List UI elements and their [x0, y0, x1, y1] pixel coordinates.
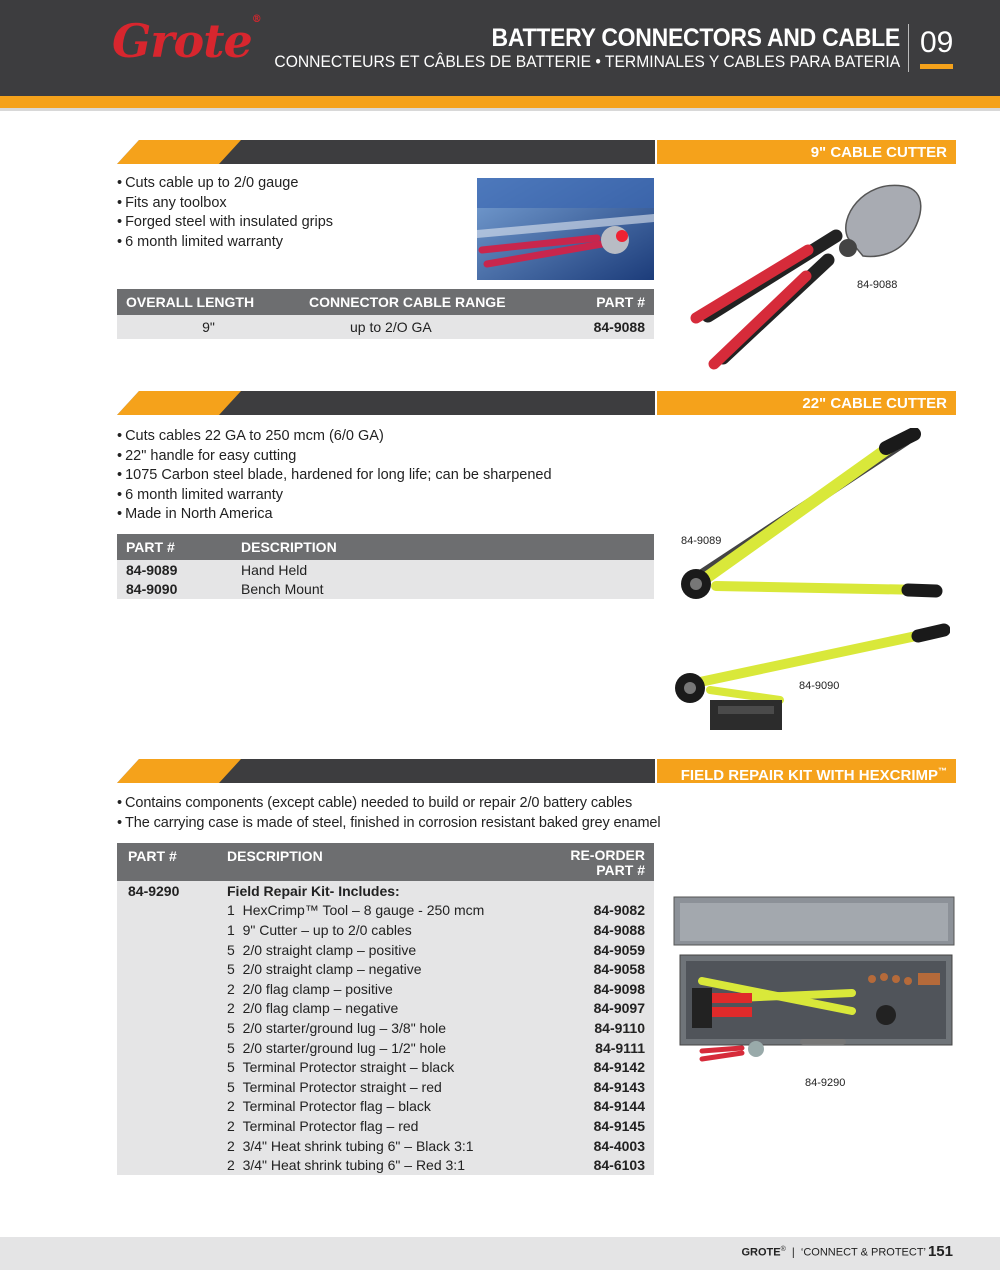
cutter22-handheld-image [676, 428, 951, 608]
item-quantity: 2 [227, 1117, 235, 1134]
table-row [117, 1077, 654, 1097]
header-reorder: RE-ORDER PART # [554, 843, 654, 881]
item-reorder-part: 84-9111 [554, 1038, 654, 1058]
table-row [117, 1097, 654, 1117]
item-description: Terminal Protector flag – red [242, 1117, 419, 1134]
item-quantity: 5 [227, 1078, 235, 1095]
list-item: • Contains components (except cable) needed to build or repair 2/0 battery cables [117, 794, 661, 814]
image-part-label: 84-9290 [805, 1077, 846, 1089]
section-label-cutter9: 9" CABLE CUTTER [657, 140, 956, 164]
item-quantity: 5 [227, 941, 235, 958]
kit-features [117, 794, 661, 833]
header-overall-length: OVERALL LENGTH [117, 289, 300, 315]
table-row: 84-9089 Hand Held [117, 560, 654, 580]
list-item: • Fits any toolbox [117, 194, 333, 214]
list-item: • 1075 Carbon steel blade, hardened for long life; can be sharpened [117, 466, 552, 486]
cutter9-image [688, 178, 958, 370]
table-row [117, 1116, 654, 1136]
list-item: • Cuts cables 22 GA to 250 mcm (6/0 GA) [117, 427, 552, 447]
item-description: 2/0 flag clamp – negative [242, 1000, 399, 1017]
item-quantity: 2 [227, 1137, 235, 1154]
item-reorder-part: 84-4003 [554, 1136, 654, 1156]
item-quantity: 5 [227, 1039, 235, 1056]
list-item: • 6 month limited warranty [117, 233, 333, 253]
item-reorder-part: 84-9145 [554, 1116, 654, 1136]
item-description: 2/0 straight clamp – negative [242, 961, 422, 978]
item-reorder-part: 84-9097 [554, 999, 654, 1019]
item-reorder-part: 84-9143 [554, 1077, 654, 1097]
item-quantity: 2 [227, 1098, 235, 1115]
cutter22-features [117, 427, 552, 525]
table-row [117, 1018, 654, 1038]
cutter9-usage-photo [477, 178, 654, 280]
header-divider [908, 24, 909, 72]
table-row [117, 1057, 654, 1077]
item-description: 9" Cutter – up to 2/0 cables [242, 921, 412, 938]
chapter-underline [920, 64, 953, 69]
cutter22-benchmount-image [670, 620, 950, 738]
item-reorder-part: 84-9110 [554, 1018, 654, 1038]
cutter9-table [117, 289, 654, 339]
table-row [117, 1136, 654, 1156]
item-description: Terminal Protector straight – red [242, 1078, 442, 1095]
list-item: • Forged steel with insulated grips [117, 213, 333, 233]
image-part-label: 84-9089 [681, 535, 722, 547]
table-row: 84-9290 Field Repair Kit- Includes: [117, 881, 654, 901]
item-reorder-part: 84-9144 [554, 1097, 654, 1117]
section-bar-cutter22 [117, 391, 655, 415]
table-row: 84-9090 Bench Mount [117, 580, 654, 600]
item-description: Terminal Protector straight – black [242, 1059, 455, 1076]
list-item: • Made in North America [117, 505, 552, 525]
table-row [117, 1038, 654, 1058]
item-description: 2/0 starter/ground lug – 3/8" hole [242, 1019, 447, 1036]
item-description: 2/0 starter/ground lug – 1/2" hole [242, 1039, 447, 1056]
list-item: • Cuts cable up to 2/0 gauge [117, 174, 333, 194]
section-label-kit: FIELD REPAIR KIT WITH HEXCRIMP™ [657, 759, 956, 783]
list-item: • The carrying case is made of steel, finished in corrosion resistant baked grey enamel [117, 814, 661, 834]
item-quantity: 5 [227, 1059, 235, 1076]
cutter22-table [117, 534, 654, 599]
item-quantity: 2 [227, 1000, 235, 1017]
table-row [117, 979, 654, 999]
item-description: HexCrimp™ Tool – 8 gauge - 250 mcm [242, 902, 485, 919]
section-bar-kit [117, 759, 655, 783]
item-reorder-part: 84-9059 [554, 940, 654, 960]
page-subtitle: CONNECTEURS ET CÂBLES DE BATTERIE • TERMINALES Y CABLES PARA BATERIA [274, 52, 900, 71]
list-item: • 6 month limited warranty [117, 486, 552, 506]
image-part-label: 84-9088 [857, 279, 898, 291]
table-row [117, 901, 654, 921]
table-row: 9" up to 2/O GA 84-9088 [117, 315, 654, 339]
page-number: 151 [927, 1243, 953, 1260]
header-part: PART # [117, 843, 218, 881]
item-quantity: 2 [227, 1157, 235, 1174]
header-description: DESCRIPTION [218, 843, 554, 881]
list-item: • 22" handle for easy cutting [117, 447, 552, 467]
item-quantity: 5 [227, 1019, 235, 1036]
table-row [117, 999, 654, 1019]
item-reorder-part: 84-9098 [554, 979, 654, 999]
header-grey-stripe [0, 108, 1000, 111]
item-reorder-part: 84-9142 [554, 1057, 654, 1077]
table-row [117, 940, 654, 960]
chapter-number: 09 [920, 26, 954, 59]
item-description: Terminal Protector flag – black [242, 1098, 431, 1115]
item-reorder-part: 84-9088 [554, 920, 654, 940]
item-description: 2/0 flag clamp – positive [242, 980, 393, 997]
item-quantity: 2 [227, 980, 235, 997]
item-description: 3/4" Heat shrink tubing 6" – Red 3:1 [242, 1157, 465, 1174]
section-label-cutter22: 22" CABLE CUTTER [657, 391, 956, 415]
item-reorder-part: 84-9058 [554, 959, 654, 979]
item-quantity: 5 [227, 961, 235, 978]
section-bar-cutter9 [117, 140, 655, 164]
kit-table [117, 843, 654, 1175]
header-description: DESCRIPTION [232, 534, 654, 560]
item-description: 2/0 straight clamp – positive [242, 941, 417, 958]
cutter9-features [117, 174, 333, 252]
table-row [117, 959, 654, 979]
header-connector-range: CONNECTOR CABLE RANGE [300, 289, 554, 315]
header-part: PART # [554, 289, 654, 315]
item-quantity: 1 [227, 902, 235, 919]
item-reorder-part: 84-6103 [554, 1155, 654, 1175]
item-reorder-part: 84-9082 [554, 901, 654, 921]
image-part-label: 84-9090 [799, 680, 840, 692]
footer-tagline: GROTE® | ‘CONNECT & PROTECT’ [741, 1246, 926, 1259]
item-quantity: 1 [227, 921, 235, 938]
grote-logo: Grote® [112, 14, 261, 68]
page-title: BATTERY CONNECTORS AND CABLE [491, 24, 900, 52]
item-description: 3/4" Heat shrink tubing 6" – Black 3:1 [242, 1137, 474, 1154]
header-part: PART # [117, 534, 232, 560]
kit-image [672, 893, 957, 1073]
table-row [117, 920, 654, 940]
table-row [117, 1155, 654, 1175]
